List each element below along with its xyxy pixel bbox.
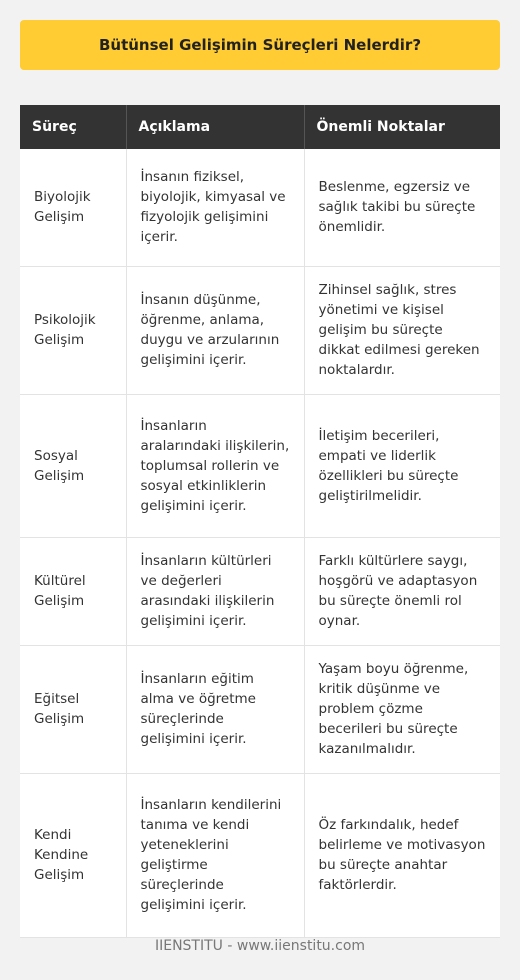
notes-cell: Öz farkındalık, hedef belirleme ve motivasyon bu süreçte anahtar faktörlerdir.: [304, 773, 500, 937]
table-header-row: [20, 105, 500, 149]
description-cell: İnsanların kendilerini tanıma ve kendi yeteneklerini geliştirme süreçlerinde gelişimini içerir.: [126, 773, 304, 937]
process-cell: Kendi Kendine Gelişim: [20, 773, 126, 937]
table-row: [20, 773, 500, 937]
column-header-description: Açıklama: [126, 105, 304, 149]
description-cell: İnsanın düşünme, öğrenme, anlama, duygu ve arzularının gelişimini içerir.: [126, 266, 304, 394]
process-cell: Biyolojik Gelişim: [20, 149, 126, 266]
notes-cell: Farklı kültürlere saygı, hoşgörü ve adaptasyon bu süreçte önemli rol oynar.: [304, 537, 500, 645]
column-header-notes: Önemli Noktalar: [304, 105, 500, 149]
footer-credit: IIENSTITU - www.iienstitu.com: [154, 938, 366, 954]
process-cell: Sosyal Gelişim: [20, 394, 126, 537]
notes-cell: Beslenme, egzersiz ve sağlık takibi bu süreçte önemlidir.: [304, 149, 500, 266]
description-cell: İnsanın fiziksel, biyolojik, kimyasal ve fizyolojik gelişimini içerir.: [126, 149, 304, 266]
column-header-process: Süreç: [20, 105, 126, 149]
table-row: [20, 149, 500, 266]
process-cell: Psikolojik Gelişim: [20, 266, 126, 394]
table-row: [20, 266, 500, 394]
table-row: [20, 394, 500, 537]
process-cell: Kültürel Gelişim: [20, 537, 126, 645]
description-cell: İnsanların eğitim alma ve öğretme süreçlerinde gelişimini içerir.: [126, 645, 304, 773]
description-cell: İnsanların kültürleri ve değerleri arasındaki ilişkilerin gelişimini içerir.: [126, 537, 304, 645]
page-title: Bütünsel Gelişimin Süreçleri Nelerdir?: [20, 20, 500, 70]
process-cell: Eğitsel Gelişim: [20, 645, 126, 773]
notes-cell: Yaşam boyu öğrenme, kritik düşünme ve problem çözme becerileri bu süreçte kazanılmalıdır.: [304, 645, 500, 773]
notes-cell: İletişim becerileri, empati ve liderlik özellikleri bu süreçte geliştirilmelidir.: [304, 394, 500, 537]
process-table: [20, 105, 500, 938]
description-cell: İnsanların aralarındaki ilişkilerin, toplumsal rollerin ve sosyal etkinliklerin gelişimini içerir.: [126, 394, 304, 537]
table-row: [20, 537, 500, 645]
table-row: [20, 645, 500, 773]
notes-cell: Zihinsel sağlık, stres yönetimi ve kişisel gelişim bu süreçte dikkat edilmesi gereken noktalardır.: [304, 266, 500, 394]
